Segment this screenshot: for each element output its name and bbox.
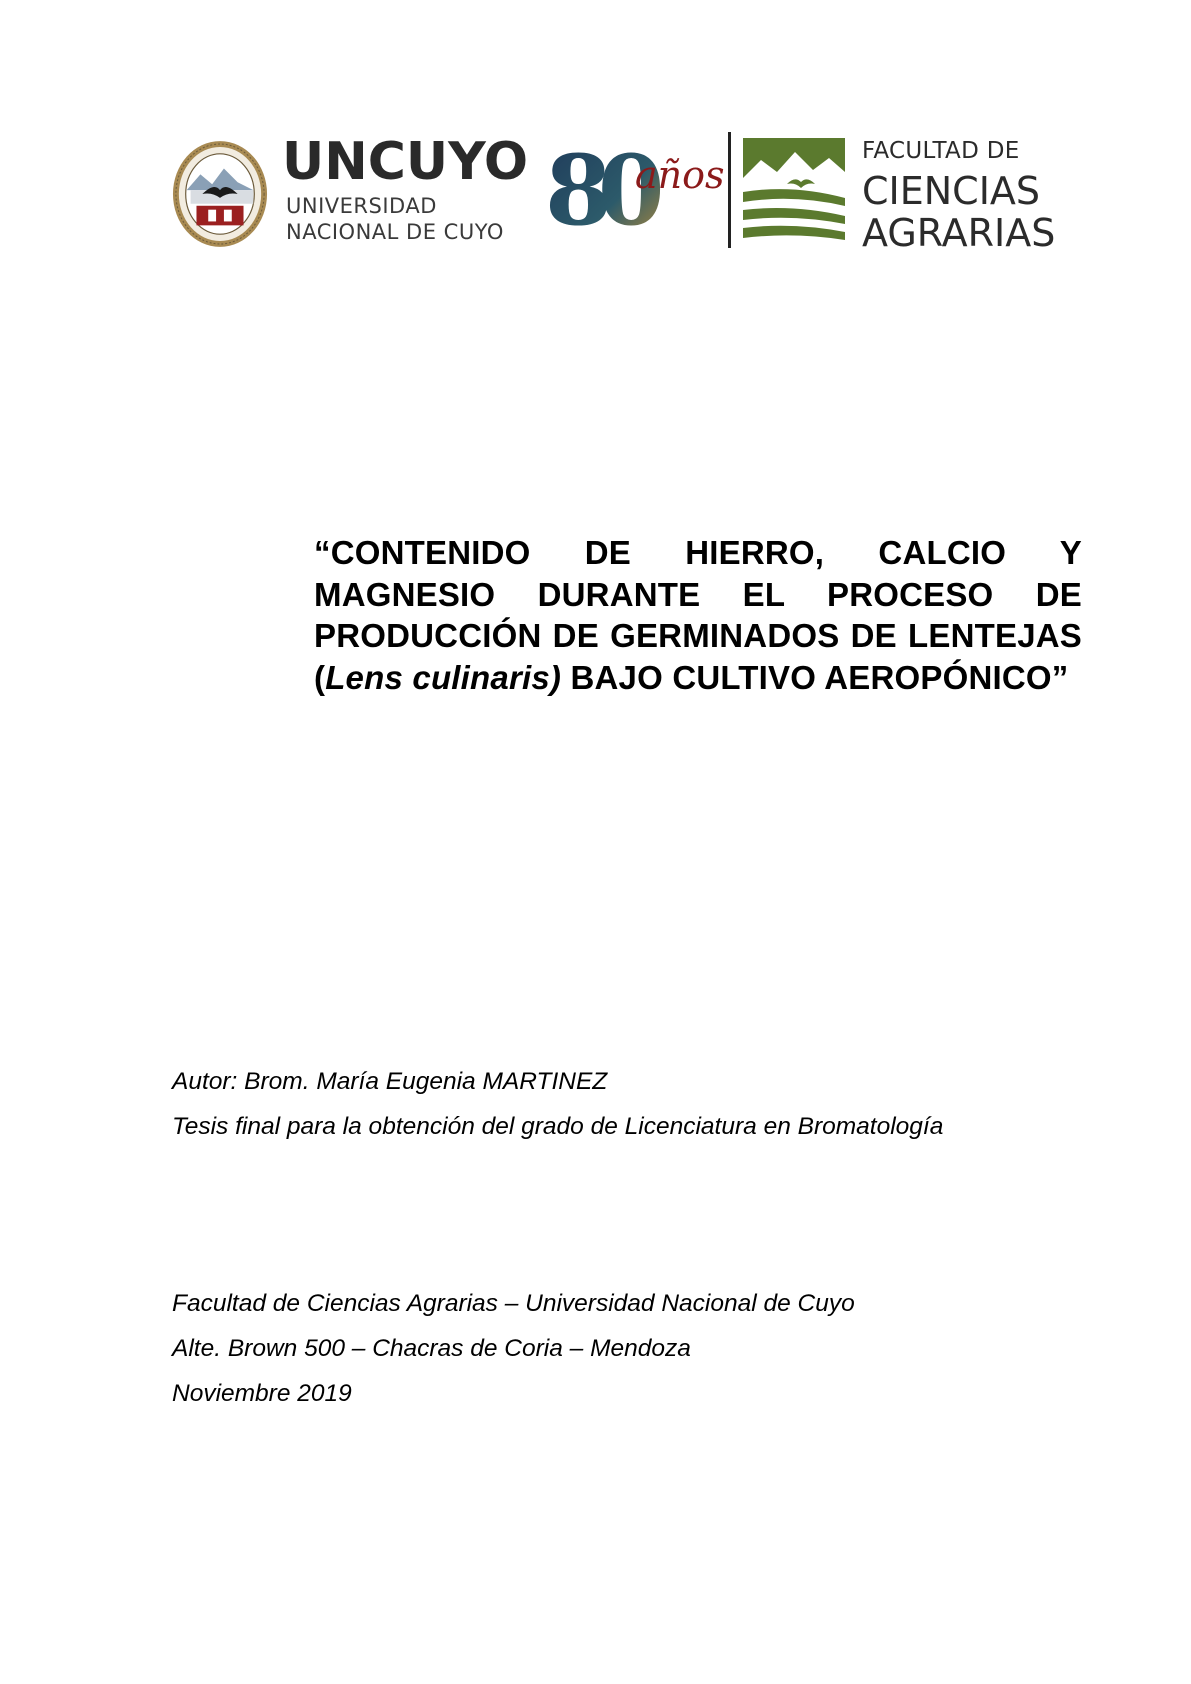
faculty-name-line1: FACULTAD DE xyxy=(862,138,1020,164)
faculty-landscape-icon xyxy=(743,138,845,246)
logo-header xyxy=(165,128,1075,258)
university-seal-icon xyxy=(171,138,269,250)
anniversary-80-logo xyxy=(545,128,725,258)
uncuyo-logo xyxy=(282,128,542,258)
anniversary-number: 80 xyxy=(545,134,651,247)
thesis-title xyxy=(314,532,1082,698)
faculty-name-line3: AGRARIAS xyxy=(862,211,1056,255)
date-line: Noviembre 2019 xyxy=(172,1380,352,1407)
title-text-part1: “CONTENIDO DE HIERRO, CALCIO Y MAGNESIO DURANTE EL PROCESO DE PRODUCCIÓN DE GERMINADOS DE LENTEJAS ( xyxy=(314,534,1082,696)
anniversary-word: años xyxy=(635,153,725,197)
thesis-degree-line: Tesis final para la obtención del grado de Licenciatura en Bromatología xyxy=(172,1113,944,1140)
university-name-line1: UNIVERSIDAD xyxy=(286,194,437,218)
title-text-part2: BAJO CULTIVO AEROPÓNICO” xyxy=(561,658,1069,696)
institution-line: Facultad de Ciencias Agrarias – Universidad Nacional de Cuyo xyxy=(172,1290,855,1317)
title-species-name: Lens culinaris) xyxy=(325,658,562,696)
uncuyo-wordmark: UNCUYO xyxy=(282,132,529,192)
university-name-line2: NACIONAL DE CUYO xyxy=(286,220,504,244)
address-line: Alte. Brown 500 – Chacras de Coria – Mendoza xyxy=(172,1335,691,1362)
faculty-name-line2: CIENCIAS xyxy=(862,169,1041,213)
logo-divider xyxy=(728,132,731,248)
faculty-logo-text xyxy=(862,134,1082,254)
author-line: Autor: Brom. María Eugenia MARTINEZ xyxy=(172,1068,608,1095)
